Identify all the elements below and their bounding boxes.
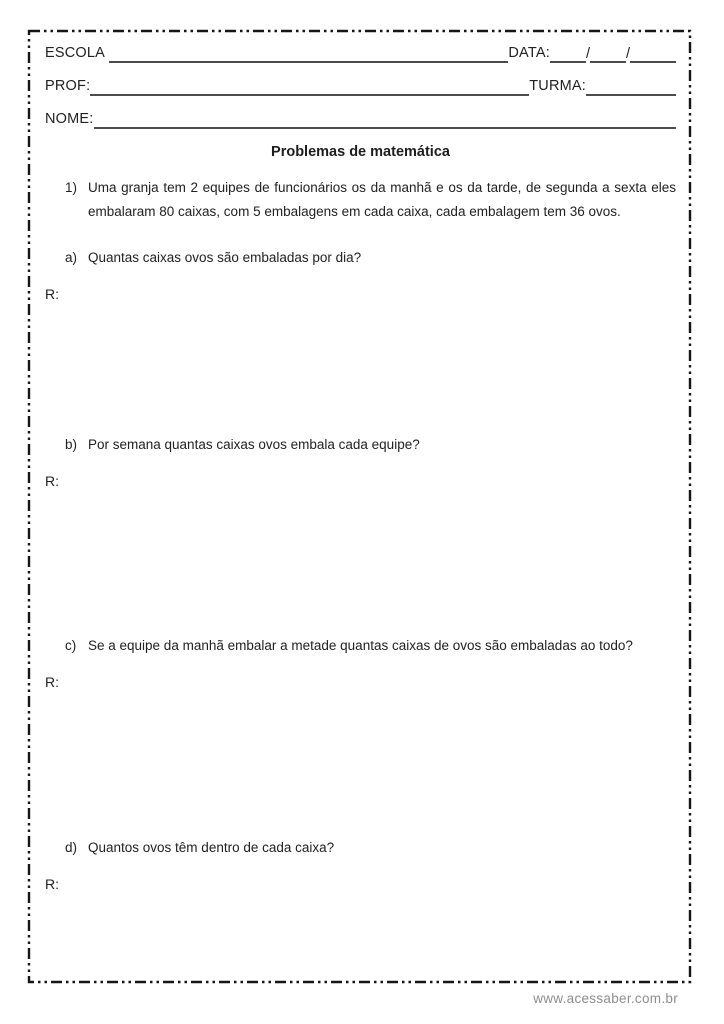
problem-number: 1): [65, 180, 78, 195]
data-label: DATA:: [508, 44, 550, 61]
date-separator: /: [585, 45, 590, 62]
question-b-letter: b): [65, 437, 78, 452]
escola-blank-line: [109, 49, 508, 63]
date-separator: /: [625, 45, 630, 62]
date-year-blank-line: [630, 49, 676, 63]
question-b: [45, 435, 676, 455]
answer-label-a: R:: [45, 286, 59, 302]
date-day-blank-line: [550, 49, 586, 63]
header-row-nome: [45, 108, 676, 129]
header-row-prof-turma: [45, 75, 676, 96]
prof-label: PROF:: [45, 77, 91, 94]
answer-label-b: R:: [45, 473, 59, 489]
question-d-letter: d): [65, 840, 78, 855]
question-a: [45, 248, 676, 268]
question-a-text: Quantas caixas ovos são embaladas por dia?: [88, 250, 362, 265]
nome-blank-line: [94, 115, 676, 129]
question-d-text: Quantos ovos têm dentro de cada caixa?: [88, 840, 335, 855]
turma-blank-line: [586, 82, 676, 96]
header-row-escola-data: [45, 42, 676, 63]
answer-label-c: R:: [45, 674, 59, 690]
prof-blank-line: [90, 82, 529, 96]
worksheet-page: [27, 30, 692, 983]
escola-label: ESCOLA: [45, 44, 106, 61]
question-d: [45, 838, 676, 858]
question-b-text: Por semana quantas caixas ovos embala cada equipe?: [88, 437, 420, 452]
question-c: [45, 636, 676, 656]
problem-statement: [45, 176, 676, 224]
answer-label-d: R:: [45, 876, 59, 892]
turma-label: TURMA:: [529, 77, 586, 94]
question-a-letter: a): [65, 250, 78, 265]
worksheet-title: Problemas de matemática: [271, 144, 450, 160]
website-url: www.acessaber.com.br: [533, 991, 678, 1006]
question-c-text: Se a equipe da manhã embalar a metade quantas caixas de ovos são embaladas ao todo?: [88, 638, 633, 653]
date-month-blank-line: [590, 49, 626, 63]
problem-text: Uma granja tem 2 equipes de funcionários os da manhã e os da tarde, de segunda a sexta eles embalaram 80 caixas, com 5 embalagens em cada caixa, cada embalagem tem 36 ovos.: [88, 180, 676, 219]
nome-label: NOME:: [45, 110, 94, 127]
question-c-letter: c): [65, 638, 77, 653]
